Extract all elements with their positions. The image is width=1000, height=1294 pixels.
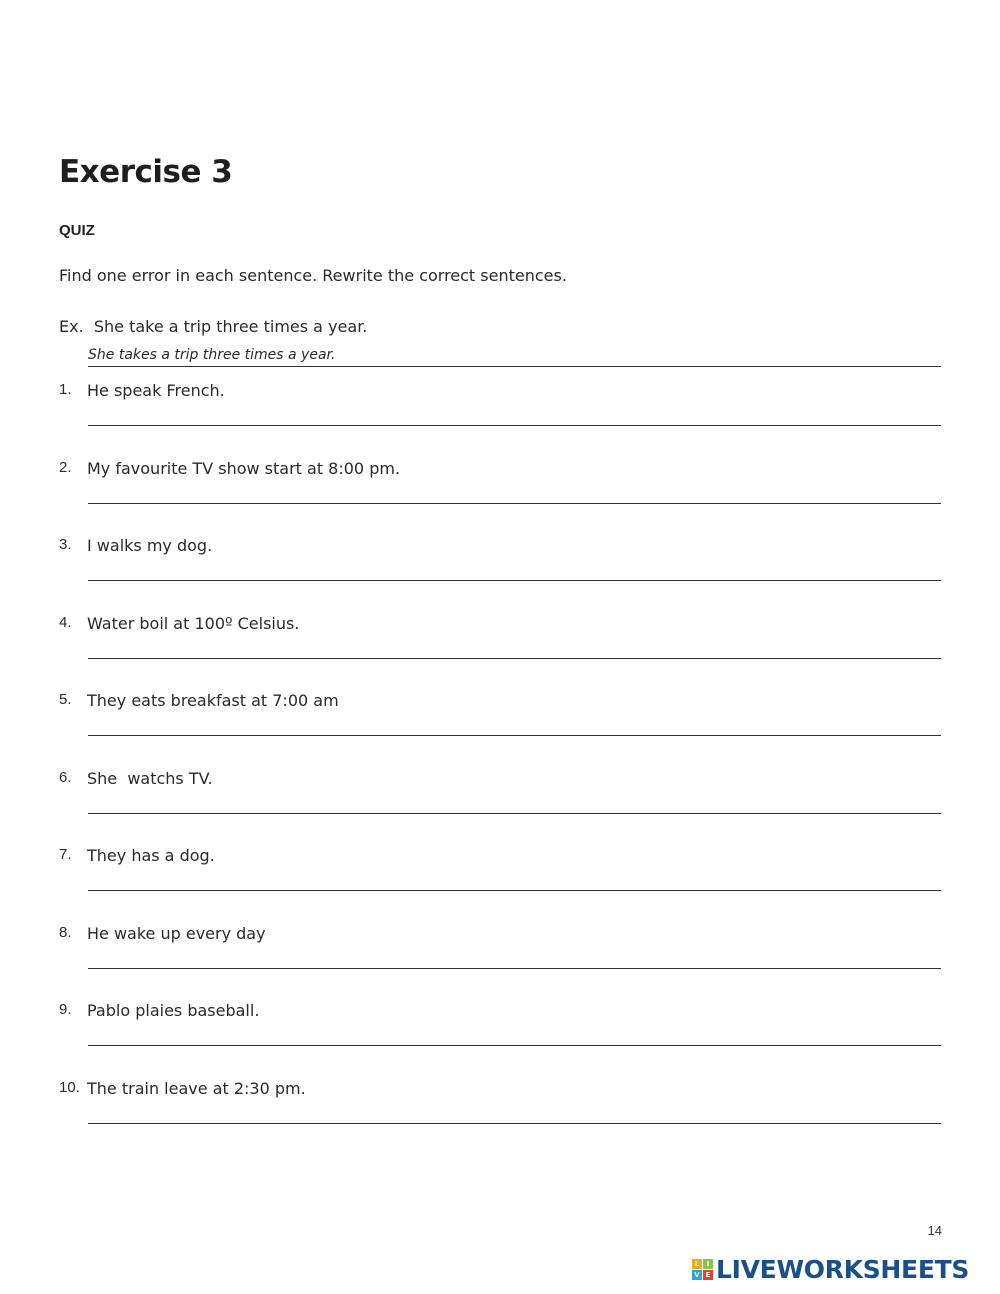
item-number: 5. xyxy=(59,691,72,708)
item-number: 8. xyxy=(59,924,72,941)
example-answer: She takes a trip three times a year. xyxy=(88,347,336,363)
page-number: 14 xyxy=(927,1223,942,1238)
item-number: 10. xyxy=(59,1079,80,1096)
answer-line[interactable] xyxy=(88,735,941,736)
exercise-item xyxy=(59,1079,941,1139)
answer-line[interactable] xyxy=(88,503,941,504)
exercise-item xyxy=(59,924,941,984)
item-sentence: They eats breakfast at 7:00 am xyxy=(87,691,339,710)
section-label: QUIZ xyxy=(59,222,95,239)
liveworksheets-logo xyxy=(692,1253,969,1285)
example-answer-line xyxy=(88,366,941,367)
answer-line[interactable] xyxy=(88,813,941,814)
page-title: Exercise 3 xyxy=(59,154,233,190)
instructions-text: Find one error in each sentence. Rewrite the correct sentences. xyxy=(59,266,567,285)
answer-line[interactable] xyxy=(88,425,941,426)
item-sentence: He speak French. xyxy=(87,381,225,400)
item-sentence: My favourite TV show start at 8:00 pm. xyxy=(87,459,401,478)
example-prompt: Ex. She take a trip three times a year. xyxy=(59,317,368,336)
logo-mark-tile: E xyxy=(703,1270,713,1280)
exercise-item xyxy=(59,691,941,751)
item-sentence: Pablo plaies baseball. xyxy=(87,1001,260,1020)
item-sentence: They has a dog. xyxy=(87,846,215,865)
exercise-item xyxy=(59,459,941,519)
exercise-item xyxy=(59,536,941,596)
answer-line[interactable] xyxy=(88,580,941,581)
item-number: 6. xyxy=(59,769,72,786)
item-number: 1. xyxy=(59,381,72,398)
answer-line[interactable] xyxy=(88,1123,941,1124)
logo-mark-tile: V xyxy=(692,1270,702,1280)
answer-line[interactable] xyxy=(88,890,941,891)
item-number: 4. xyxy=(59,614,72,631)
exercise-item xyxy=(59,614,941,674)
item-sentence: Water boil at 100º Celsius. xyxy=(87,614,300,633)
exercise-item xyxy=(59,846,941,906)
logo-mark-icon xyxy=(692,1259,713,1280)
item-number: 7. xyxy=(59,846,72,863)
logo-mark-tile: I xyxy=(703,1259,713,1269)
item-number: 3. xyxy=(59,536,72,553)
item-sentence: He wake up every day xyxy=(87,924,266,943)
item-sentence: She watchs TV. xyxy=(87,769,213,788)
answer-line[interactable] xyxy=(88,968,941,969)
exercise-item xyxy=(59,769,941,829)
exercise-item xyxy=(59,1001,941,1061)
exercise-item xyxy=(59,381,941,441)
item-sentence: I walks my dog. xyxy=(87,536,213,555)
answer-line[interactable] xyxy=(88,658,941,659)
item-sentence: The train leave at 2:30 pm. xyxy=(87,1079,306,1098)
answer-line[interactable] xyxy=(88,1045,941,1046)
item-number: 9. xyxy=(59,1001,72,1018)
logo-mark-tile: L xyxy=(692,1259,702,1269)
logo-text: LIVEWORKSHEETS xyxy=(716,1254,970,1284)
item-number: 2. xyxy=(59,459,72,476)
